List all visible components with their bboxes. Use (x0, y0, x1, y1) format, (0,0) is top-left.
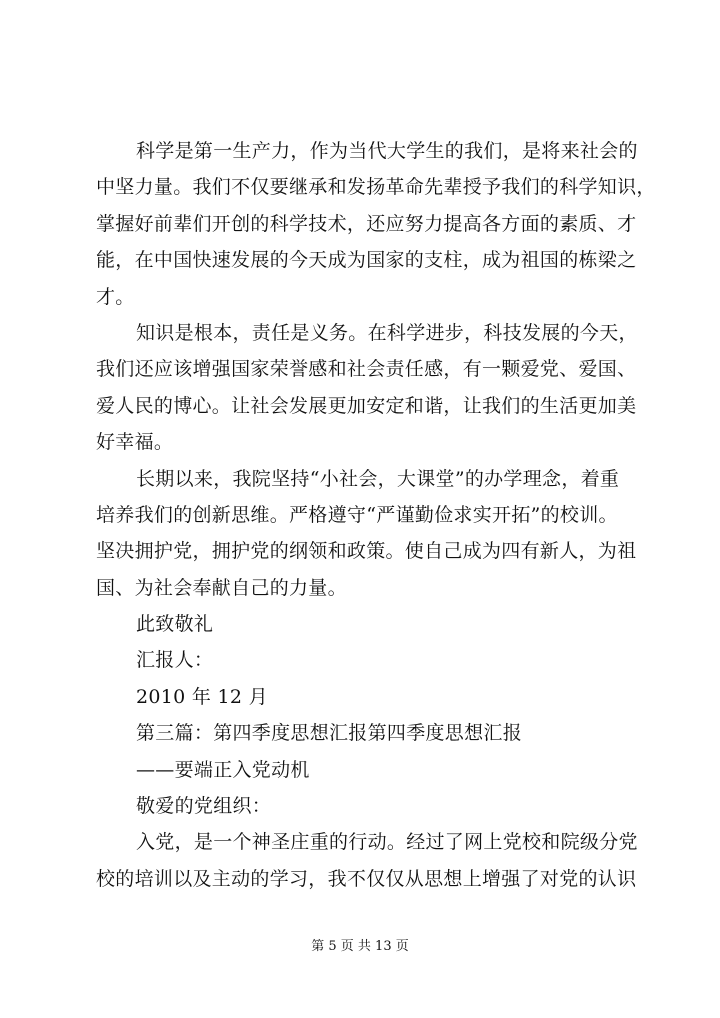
text-line: 我们还应该增强国家荣誉感和社会责任感，有一颗爱党、爱国、 (96, 358, 637, 381)
text-line: 科学是第一生产力，作为当代大学生的我们，是将来社会的 (136, 140, 638, 162)
text-line: 培养我们的创新思维。严格遵守“严谨勤俭求实开拓”的校训。 (96, 503, 618, 526)
text-line: 国、为社会奉献自己的力量。 (96, 576, 347, 599)
text-line: ——要端正入党动机 (136, 758, 310, 781)
text-line: 此致敬礼 (136, 613, 214, 636)
text-line: 掌握好前辈们开创的科学技术，还应努力提高各方面的素质、才 (96, 212, 637, 235)
document-body (96, 133, 656, 897)
page-footer: 第 5 页 共 13 页 (311, 939, 409, 954)
text-line: 好幸福。 (96, 431, 174, 454)
text-line: 能，在中国快速发展的今天成为国家的支柱，成为祖国的栋梁之 (96, 249, 637, 272)
text-line: 敬爱的党组织： (136, 795, 272, 818)
text-line: 长期以来，我院坚持“小社会，大课堂”的办学理念，着重 (136, 467, 620, 490)
text-line: 知识是根本，责任是义务。在科学进步，科技发展的今天， (136, 321, 638, 344)
text-line: 才。 (96, 285, 135, 308)
text-line: 2010 年 12 月 (136, 685, 268, 708)
text-line: 校的培训以及主动的学习，我不仅仅从思想上增强了对党的认识 (96, 867, 637, 890)
text-line: 汇报人： (136, 649, 214, 672)
text-line: 坚决拥护党，拥护党的纲领和政策。使自己成为四有新人，为祖 (96, 540, 637, 563)
text-line: 爱人民的博心。让社会发展更加安定和谐，让我们的生活更加美 (96, 394, 637, 417)
text-line: 入党，是一个神圣庄重的行动。经过了网上党校和院级分党 (136, 831, 638, 854)
text-line: 第三篇：第四季度思想汇报第四季度思想汇报 (136, 722, 523, 745)
text-line: 中坚力量。我们不仅要继承和发扬革命先辈授予我们的科学知识， (96, 176, 656, 199)
